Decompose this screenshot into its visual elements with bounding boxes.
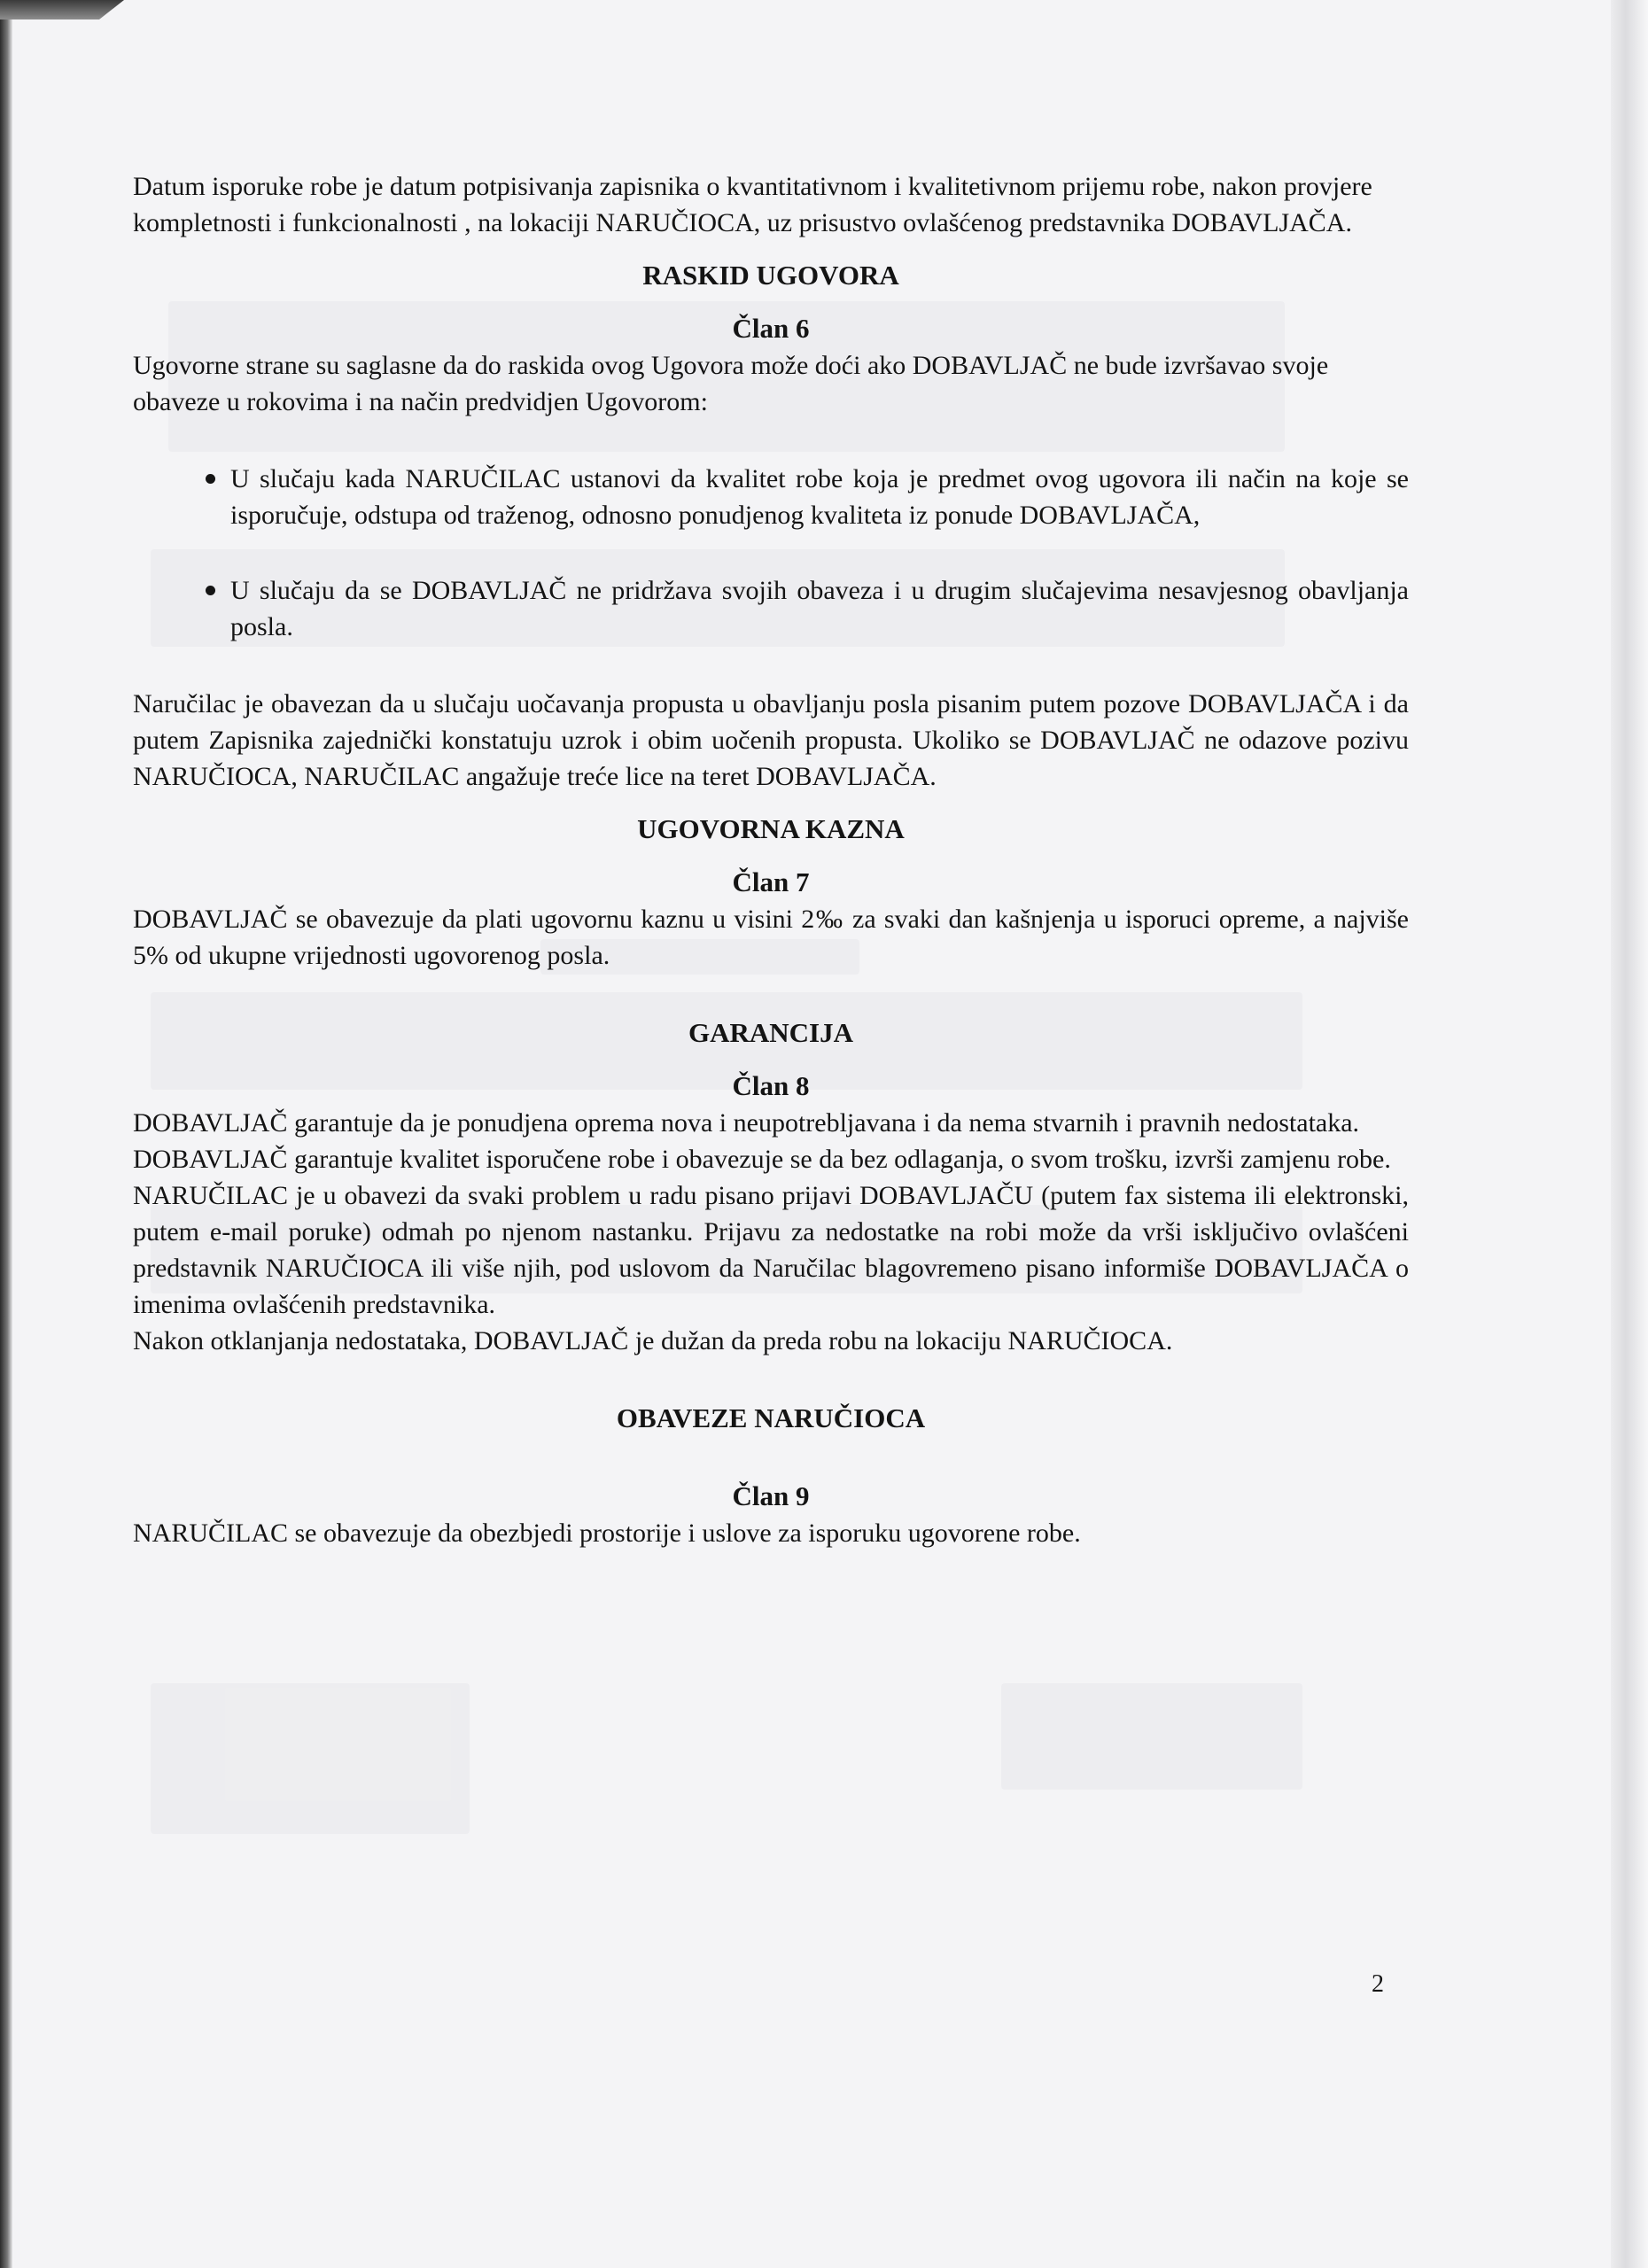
article-8-paragraph-1: DOBAVLJAČ garantuje da je ponudjena oprema nova i neupotrebljavana i da nema stvarnih i pravnih nedostataka. — [133, 1108, 1360, 1138]
scan-edge-left — [0, 0, 12, 2268]
article-title-6: Član 6 — [732, 313, 810, 344]
document-page — [133, 168, 1409, 1551]
article-8-paragraph-4: Nakon otklanjanja nedostataka, DOBAVLJAČ je dužan da preda robu na lokaciju NARUČIOCA. — [133, 1326, 1173, 1355]
termination-conditions-list — [133, 461, 1409, 645]
list-item — [133, 461, 1409, 533]
article-6-text: Ugovorne strane su saglasne da do raskida ovog Ugovora može doći ako DOBAVLJAČ ne bude izvršavao svoje obaveze u rokovima i na način predvidjen Ugovorom: — [133, 351, 1329, 416]
article-title-7: Član 7 — [732, 866, 810, 897]
bullet-icon — [206, 474, 215, 484]
section-heading-raskid: RASKID UGOVORA — [642, 260, 899, 291]
article-8-paragraph-3: NARUČILAC je u obavezi da svaki problem u radu pisano prijavi DOBAVLJAČU (putem fax sistema ili elektronski, putem e-mail poruke) odmah po njenom nastanku. Prijavu za nedostatke na robi može da vrši isključivo ovlašćeni predstavnik NARUČIOCA ili više njih, pod uslovom da Naručilac blagovremeno pisano informiše DOBAVLJAČA o imenima ovlašćenih predstavnika. — [133, 1181, 1409, 1319]
list-item-text: U slučaju da se DOBAVLJAČ ne pridržava svojih obaveza i u drugim slučajevima nesavjesnog obavljanja posla. — [230, 576, 1409, 641]
article-title-8: Član 8 — [732, 1070, 810, 1101]
section-heading-garancija: GARANCIJA — [688, 1017, 853, 1048]
article-title-9: Član 9 — [732, 1480, 810, 1511]
article-9-text: NARUČILAC se obavezuje da obezbjedi prostorije i uslove za isporuku ugovorene robe. — [133, 1518, 1081, 1548]
scan-corner-shadow — [0, 0, 124, 19]
delivery-date-paragraph: Datum isporuke robe je datum potpisivanja zapisnika o kvantitativnom i kvalitetivnom prijemu robe, nakon provjere kompletnosti i funkcionalnosti , na lokaciji NARUČIOCA, uz prisustvo ovlašćenog predstavnika DOBAVLJAČA. — [133, 172, 1372, 237]
article-7-text: DOBAVLJAČ se obavezuje da plati ugovornu kaznu u visini 2‰ za svaki dan kašnjenja u isporuci opreme, a najviše 5% od ukupne vrijednosti ugovorenog posla. — [133, 905, 1409, 970]
section-heading-kazna: UGOVORNA KAZNA — [637, 813, 905, 844]
list-item-text: U slučaju kada NARUČILAC ustanovi da kvalitet robe koja je predmet ovog ugovora ili način na koje se isporučuje, odstupa od traženog, odnosno ponudjenog kvaliteta iz ponude DOBAVLJAČA, — [230, 464, 1409, 530]
section-heading-obaveze: OBAVEZE NARUČIOCA — [616, 1402, 926, 1433]
page-number: 2 — [1372, 1970, 1384, 1998]
list-item — [133, 572, 1409, 645]
article-8-paragraph-2: DOBAVLJAČ garantuje kvalitet isporučene robe i obavezuje se da bez odlaganja, o svom trošku, izvrši zamjenu robe. — [133, 1145, 1391, 1174]
article-6-closing: Naručilac je obavezan da u slučaju uočavanja propusta u obavljanju posla pisanim putem pozove DOBAVLJAČA i da putem Zapisnika zajednički konstatuju uzrok i obim uočenih propusta. Ukoliko se DOBAVLJAČ ne odazove pozivu NARUČIOCA, NARUČILAC angažuje treće lice na teret DOBAVLJAČA. — [133, 689, 1409, 791]
bullet-icon — [206, 586, 215, 595]
scan-edge-right — [1611, 0, 1648, 2268]
